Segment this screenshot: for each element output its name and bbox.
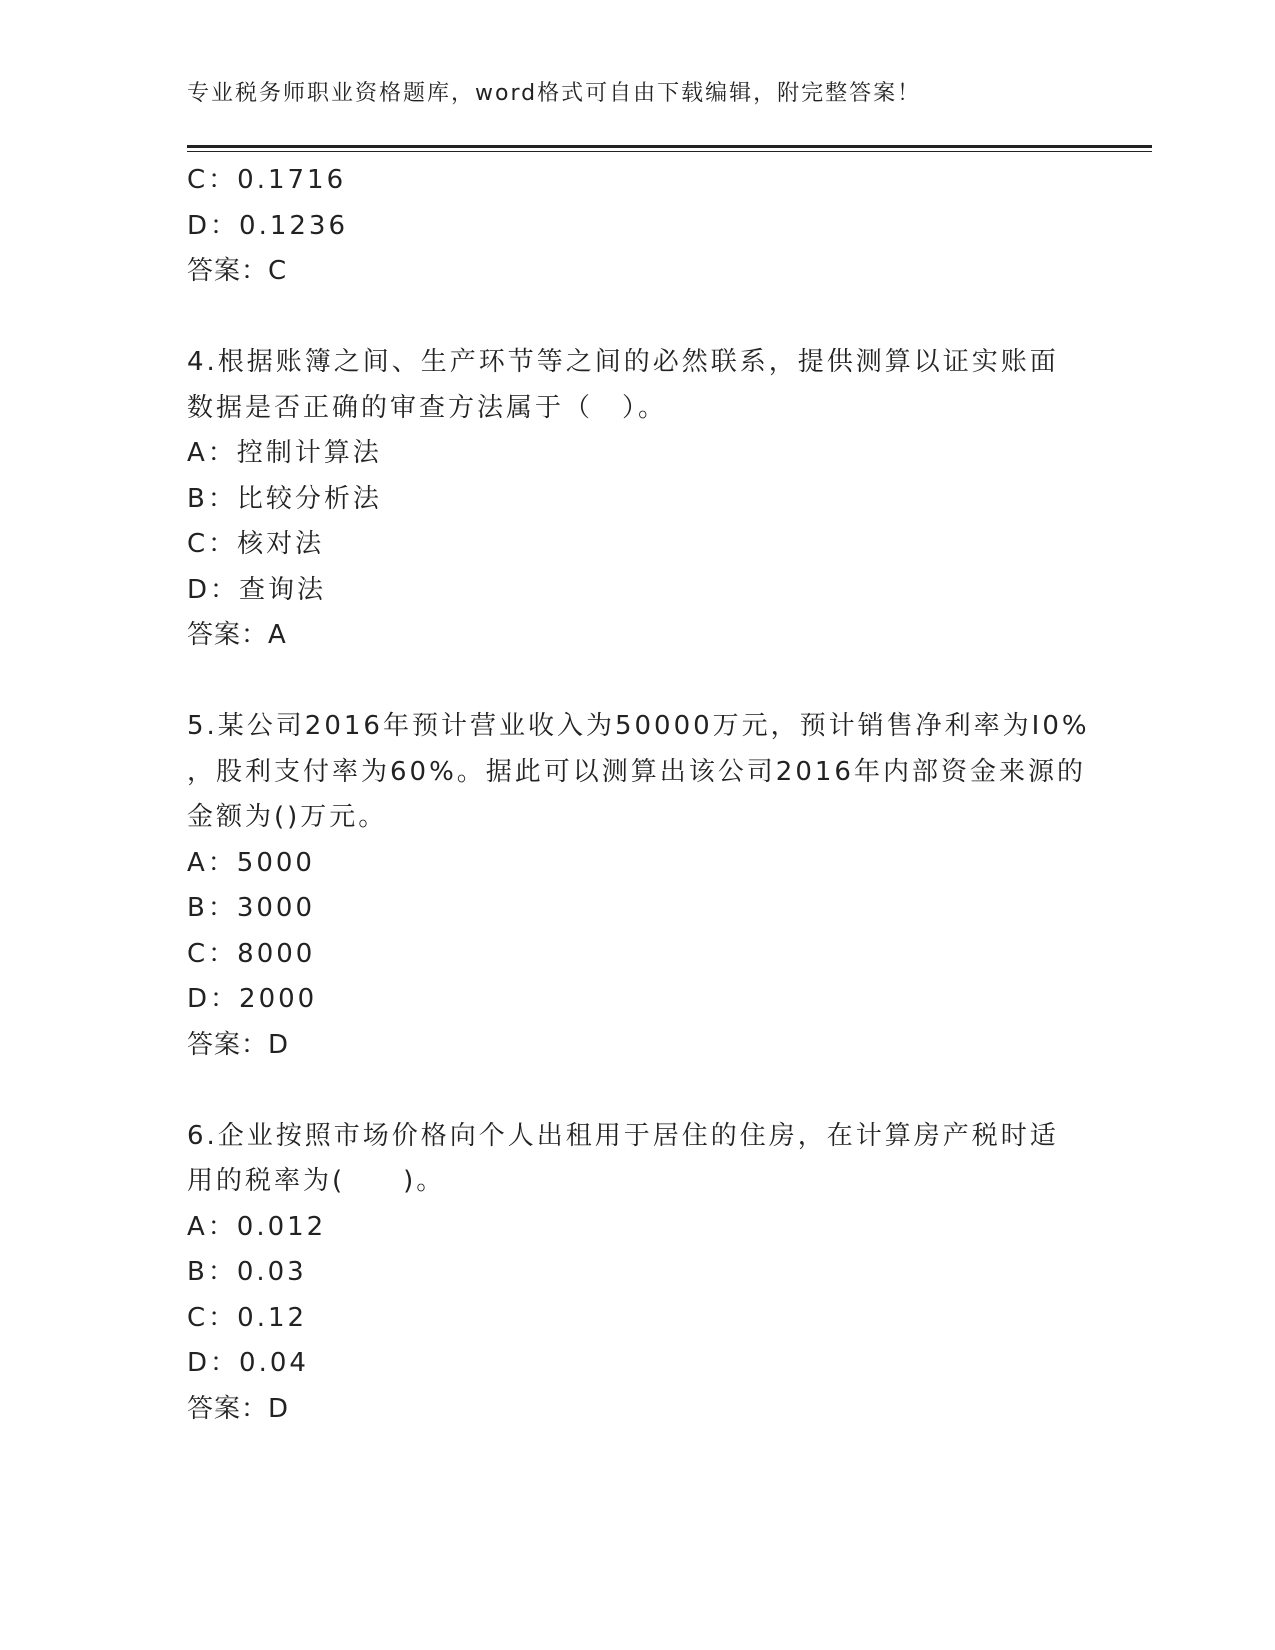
spacer	[187, 295, 1087, 341]
option-a: A：5000	[187, 847, 315, 878]
question-stem-line: 数据是否正确的审查方法属于（ ）。	[187, 392, 668, 423]
option-c: C：核对法	[187, 529, 325, 559]
answer: 答案：C	[187, 256, 288, 286]
question-stem-line: 用的税率为( )。	[187, 1166, 446, 1196]
question-4	[187, 340, 1087, 659]
option-d: D：查询法	[187, 574, 327, 605]
option-a: A：控制计算法	[187, 438, 382, 468]
answer: 答案：D	[187, 1029, 290, 1060]
option-d: D：2000	[187, 984, 318, 1014]
question-stem-line: 6.企业按照市场价格向个人出租用于居住的住房，在计算房产税时适	[187, 1120, 1059, 1151]
question-stem-line: 金额为()万元。	[187, 802, 388, 832]
question-stem-line: ，股利支付率为60%。据此可以测算出该公司2016年内部资金来源的	[187, 756, 1086, 787]
spacer	[187, 1068, 1087, 1114]
option-b: B：比较分析法	[187, 483, 382, 514]
page-header: 专业税务师职业资格题库，word格式可自由下载编辑，附完整答案！	[187, 81, 922, 106]
header-divider-thin	[187, 151, 1152, 152]
question-content	[187, 158, 1090, 1432]
question-stem-line: 4.根据账簿之间、生产环节等之间的必然联系，提供测算以证实账面	[187, 347, 1059, 377]
option-b: B：0.03	[187, 1257, 307, 1287]
header-divider-thick	[187, 145, 1152, 148]
option-d: D：0.1236	[187, 210, 348, 241]
answer: 答案：D	[187, 1393, 290, 1424]
answer: 答案：A	[187, 620, 287, 650]
option-a: A：0.012	[187, 1211, 327, 1242]
question-6	[187, 1114, 1087, 1433]
option-d: D：0.04	[187, 1348, 309, 1378]
question-stem-line: 5.某公司2016年预计营业收入为50000万元，预计销售净利率为I0%	[187, 711, 1090, 741]
option-c: C：0.12	[187, 1302, 308, 1333]
spacer	[187, 659, 1087, 705]
option-c: C：8000	[187, 938, 316, 969]
option-c: C：0.1716	[187, 165, 347, 195]
previous-question	[187, 158, 1087, 295]
option-b: B：3000	[187, 893, 316, 923]
question-5	[187, 704, 1090, 1068]
